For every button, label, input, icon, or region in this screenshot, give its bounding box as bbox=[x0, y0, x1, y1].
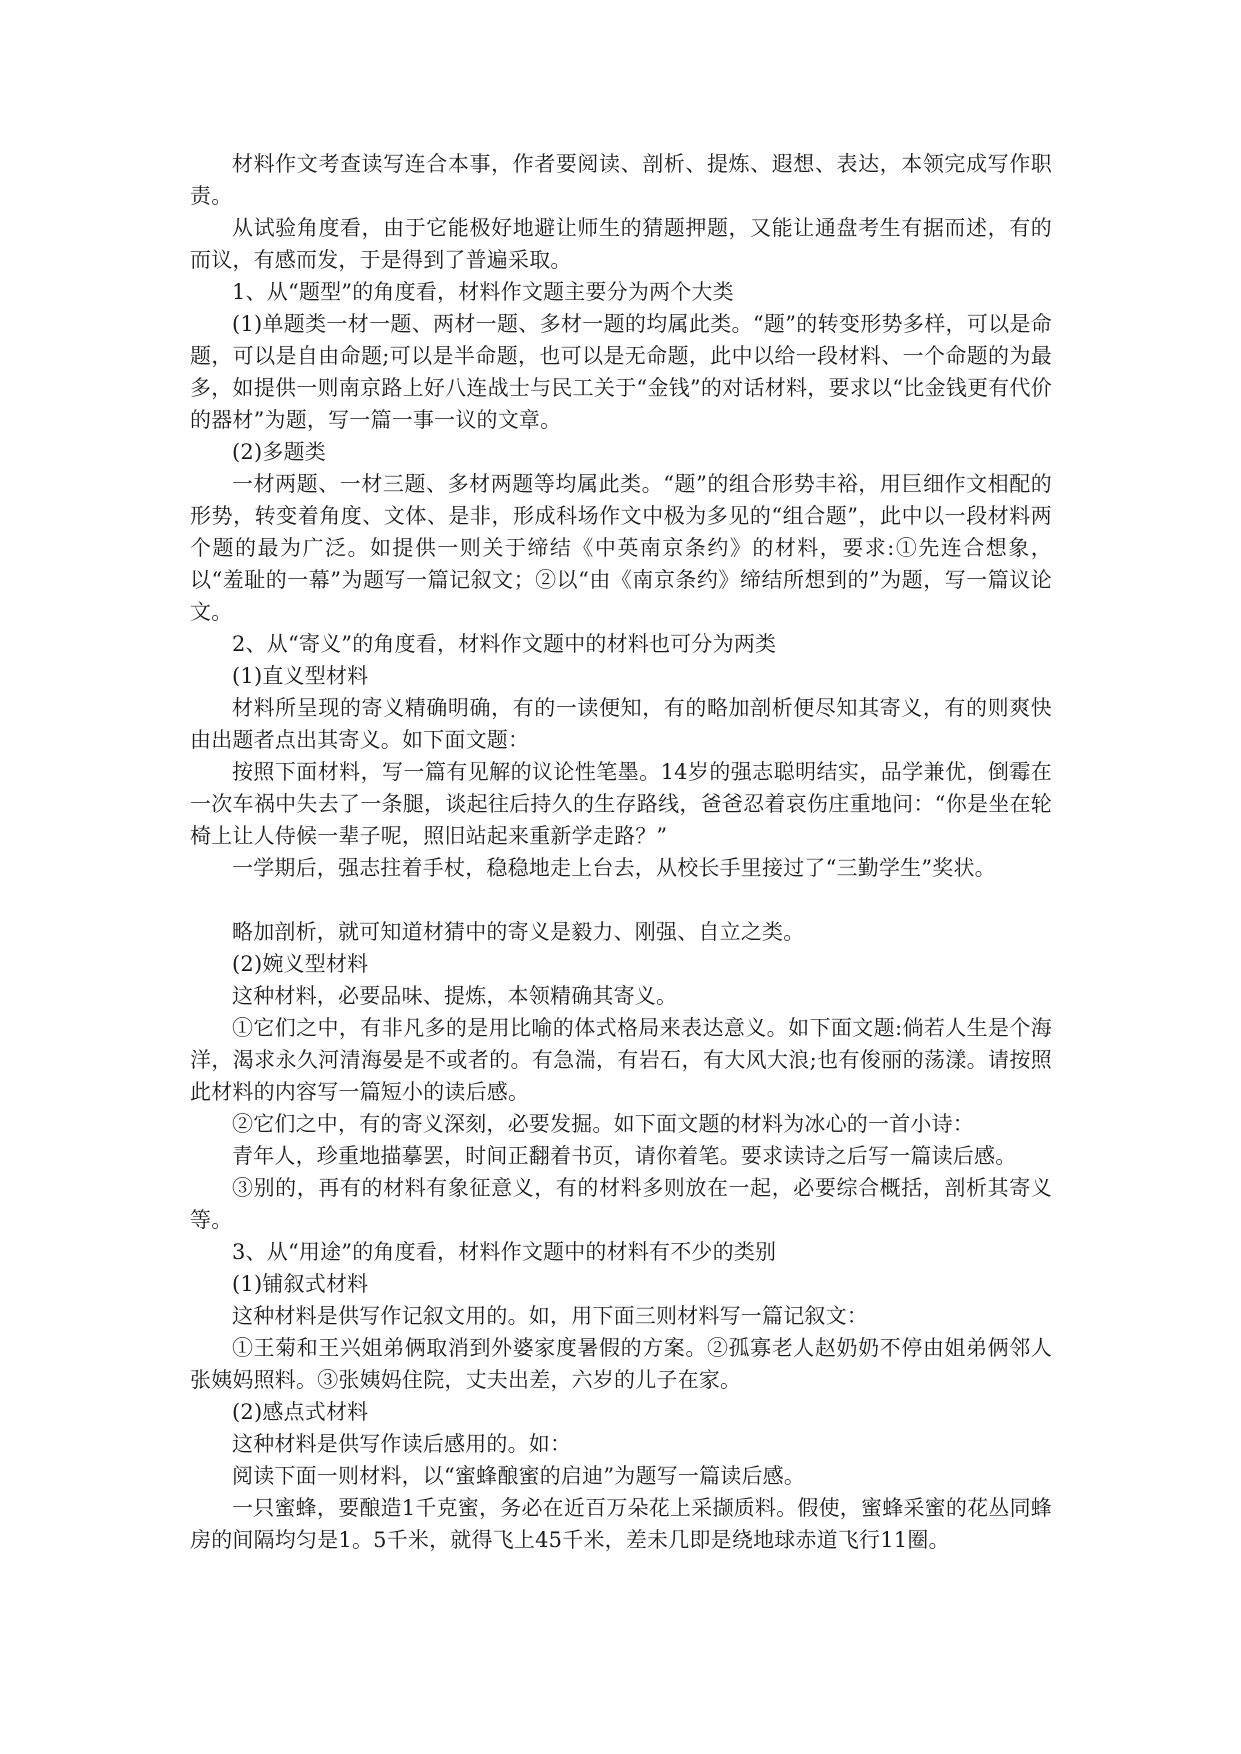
paragraph-symbolic: ③别的，再有的材料有象征意义，有的材料多则放在一起，必要综合概括，剖析其寄义等。 bbox=[190, 1176, 1052, 1232]
subheading-multi-topic: (2)多题类 bbox=[232, 440, 326, 464]
paragraph-intro: 材料作文考查读写连合本事，作者要阅读、剖析、提炼、遐想、表达，本领完成写作职责。 bbox=[190, 152, 1052, 208]
paragraph-deep-meaning: ②它们之中，有的寄义深刻，必要发掘。如下面文题的材料为冰心的一首小诗： bbox=[232, 1112, 974, 1136]
paragraph-poem: 青年人，珍重地描摹罢，时间正翻着书页，请你着笔。要求读诗之后写一篇读后感。 bbox=[232, 1144, 1017, 1168]
paragraph-narrative: 这种材料是供写作记叙文用的。如，用下面三则材料写一篇记叙文： bbox=[232, 1304, 868, 1328]
paragraph-bee-material: 一只蜜蜂，要酿造1千克蜜，务必在近百万朵花上采撷质料。假使，蜜蜂采蜜的花丛同蜂房的间隔均匀是1。5千米，就得飞上45千米，差未几即是绕地球赤道飞行11圈。 bbox=[190, 1496, 1052, 1552]
paragraph-direct-meaning: 材料所呈现的寄义精确明确，有的一读便知，有的略加剖析便尽知其寄义，有的则爽快由出题者点出其寄义。如下面文题： bbox=[190, 696, 1052, 752]
paragraph-multi-topic: 一材两题、一材三题、多材两题等均属此类。“题”的组合形势丰裕，用巨细作文相配的形势，转变着角度、文体、是非，形成科场作文中极为多见的“组合题”，此中以一段材料两个题的最为广泛。如提供一则关于缔结《中英南京条约》的材料，要求:①先连合想象，以“羞耻的一幕”为题写一篇记叙文；②以“由《南京条约》缔结所想到的”为题，写一篇议论文。 bbox=[190, 472, 1052, 624]
subheading-implied-meaning: (2)婉义型材料 bbox=[232, 952, 369, 976]
paragraph-narrative-example: ①王菊和王兴姐弟俩取消到外婆家度暑假的方案。②孤寡老人赵奶奶不停由姐弟俩邻人张姨妈照料。③张姨妈住院，丈夫出差，六岁的儿子在家。 bbox=[190, 1336, 1052, 1392]
section-heading-3: 3、从“用途”的角度看，材料作文题中的材料有不少的类别 bbox=[232, 1240, 777, 1264]
paragraph-test-angle: 从试验角度看，由于它能极好地避让师生的猜题押题，又能让通盘考生有据而述，有的而议，有感而发，于是得到了普遍采取。 bbox=[190, 216, 1052, 272]
paragraph-metaphor: ①它们之中，有非凡多的是用比喻的体式格局来表达意义。如下面文题:倘若人生是个海洋，渴求永久河清海晏是不或者的。有急湍，有岩石，有大风大浪;也有俊丽的荡漾。请按照此材料的内容写一篇短小的读后感。 bbox=[190, 1016, 1052, 1104]
section-heading-1: 1、从“题型”的角度看，材料作文题主要分为两个大类 bbox=[232, 280, 734, 304]
paragraph-single-topic: (1)单题类一材一题、两材一题、多材一题的均属此类。“题”的转变形势多样，可以是命题，可以是自由命题;可以是半命题，也可以是无命题，此中以给一段材料、一个命题的为最多，如提供一则南京路上好八连战士与民工关于“金钱”的对话材料，要求以“比金钱更有代价的器材”为题，写一篇一事一议的文章。 bbox=[190, 312, 1052, 432]
paragraph-example-semester: 一学期后，强志拄着手杖，稳稳地走上台去，从校长手里接过了“三勤学生”奖状。 bbox=[232, 856, 996, 880]
document-body bbox=[190, 148, 1052, 1556]
paragraph-bee-prompt: 阅读下面一则材料，以“蜜蜂酿蜜的启迪”为题写一篇读后感。 bbox=[232, 1464, 806, 1488]
paragraph-implied-meaning: 这种材料，必要品味、提炼，本领精确其寄义。 bbox=[232, 984, 678, 1008]
paragraph-example-qiangzhi: 按照下面材料，写一篇有见解的议论性笔墨。14岁的强志聪明结实，品学兼优，倒霉在一次车祸中失去了一条腿，谈起往后持久的生存路线，爸爸忍着哀伤庄重地问：“你是坐在轮椅上让人侍候一辈子呢，照旧站起来重新学走路？” bbox=[190, 760, 1052, 848]
paragraph-analysis: 略加剖析，就可知道材猜中的寄义是毅力、刚强、自立之类。 bbox=[232, 920, 805, 944]
subheading-narrative: (1)铺叙式材料 bbox=[232, 1272, 369, 1296]
subheading-direct-meaning: (1)直义型材料 bbox=[232, 664, 369, 688]
subheading-reflection: (2)感点式材料 bbox=[232, 1400, 369, 1424]
paragraph-reflection: 这种材料是供写作读后感用的。如： bbox=[232, 1432, 572, 1456]
section-heading-2: 2、从“寄义”的角度看，材料作文题中的材料也可分为两类 bbox=[232, 632, 777, 656]
